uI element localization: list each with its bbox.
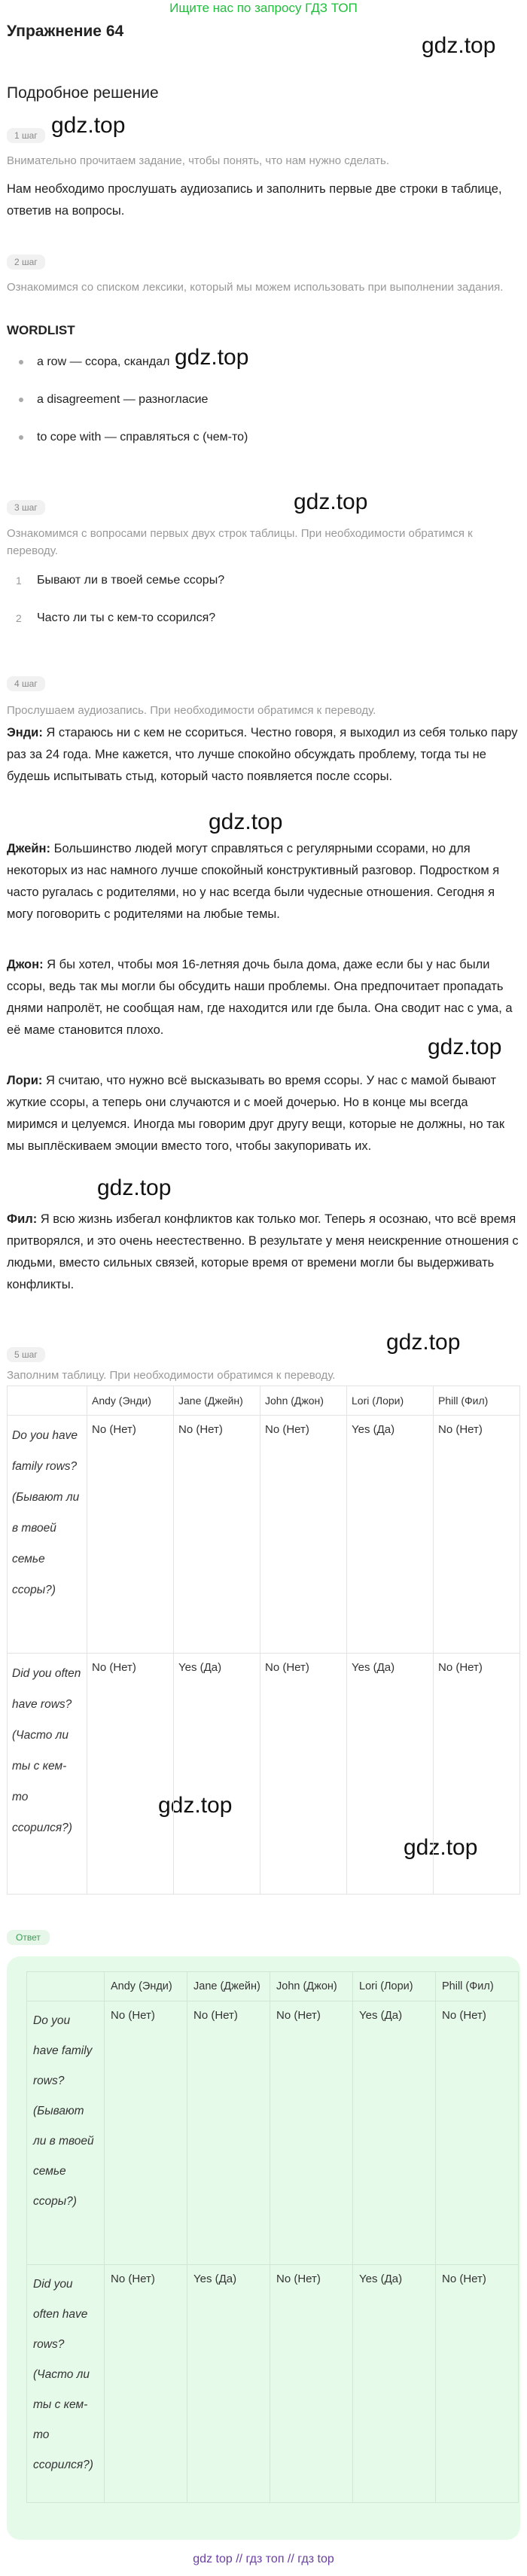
table-cell: No (Нет) [260,1416,347,1654]
table-header-cell [8,1386,87,1416]
speaker-name: Фил: [7,1212,38,1226]
list-item: a row — ссора, скандал [7,354,248,392]
watermark: gdz.top [404,1835,478,1860]
table-header-cell: Jane (Джейн) [174,1386,260,1416]
row-question: Did you often have rows? (Часто ли ты с кем-то ссорился?) [27,2265,105,2503]
search-banner[interactable]: Ищите нас по запросу ГДЗ ТОП [169,1,358,15]
table-header-cell: Phill (Фил) [436,1972,519,2001]
step-hint: Ознакомимся со списком лексики, который мы можем использовать при выполнении задания. [7,281,504,294]
table-cell: No (Нет) [87,1654,174,1895]
wordlist [7,354,248,467]
table-header-cell: Jane (Джейн) [187,1972,270,2001]
speech-text: Большинство людей могут справляться с регулярными ссорами, но для некоторых из нас намного лучше спокойный конструктивный разговор. Подростком я часто ругалась с родителями, но у нас всегда были чудесные отношения. Сегодня я могу поговорить с родителями на любые темы. [7,842,500,921]
table-cell: No (Нет) [434,1416,520,1654]
speech-andy [7,722,519,788]
table-cell: No (Нет) [270,2265,353,2503]
table-header-cell [27,1972,105,2001]
table-cell: Yes (Да) [353,2001,436,2265]
row-question: Do you have family rows? (Бывают ли в твоей семье ссоры?) [8,1416,87,1654]
speech-text: Я стараюсь ни с кем не ссориться. Честно говоря, я выходил из себя только пару раз за 24 года. Мне кажется, что лучше спокойно обсуждать проблему, тогда ты не будешь испытывать стыд, который часто появляется после ссоры. [7,726,518,783]
watermark: gdz.top [175,345,249,370]
answer-table [26,1971,519,2503]
table-cell: No (Нет) [270,2001,353,2265]
question-text: Бывают ли в твоей семье ссоры? [37,574,225,587]
table-cell: Yes (Да) [347,1654,434,1895]
table-cell: No (Нет) [187,2001,270,2265]
watermark: gdz.top [422,33,496,58]
watermark: gdz.top [158,1793,233,1818]
step-badge: 2 шаг [7,255,45,270]
table-row [27,2265,519,2503]
speech-phil [7,1209,519,1296]
table-cell: No (Нет) [105,2265,187,2503]
table-cell: No (Нет) [174,1416,260,1654]
table-row [8,1654,520,1895]
table-header-cell: Phill (Фил) [434,1386,520,1416]
table-cell: No (Нет) [87,1416,174,1654]
list-item: to cope with — справляться с (чем-то) [7,429,248,467]
watermark: gdz.top [428,1035,502,1059]
table-header-cell: Lori (Лори) [347,1386,434,1416]
table-header-cell: John (Джон) [270,1972,353,2001]
list-item [7,610,224,648]
table-cell: Yes (Да) [353,2265,436,2503]
table-header-cell: Andy (Энди) [105,1972,187,2001]
speech-text: Я считаю, что нужно всё высказывать во время ссоры. У нас с мамой бывают жуткие ссоры, а теперь они случаются и с моей дочерью. Но в конце мы всегда миримся и целуемся. Иногда мы говорим друг другу вещи, которые не должны, но так мы выплёскиваем эмоции вместо того, чтобы закупоривать их. [7,1074,505,1153]
table-cell: No (Нет) [105,2001,187,2265]
table-cell: No (Нет) [260,1654,347,1895]
question-text: Часто ли ты с кем-то ссорился? [37,611,216,624]
step-hint: Прослушаем аудиозапись. При необходимости обратимся к переводу. [7,704,376,717]
watermark: gdz.top [97,1175,172,1200]
table-header-cell: John (Джон) [260,1386,347,1416]
table-cell: No (Нет) [436,2001,519,2265]
wordlist-title: WORDLIST [7,323,75,337]
table-header-cell: Andy (Энди) [87,1386,174,1416]
answer-badge: Ответ [7,1930,50,1945]
list-item: a disagreement — разногласие [7,392,248,429]
solution-heading: Подробное решение [7,84,159,102]
list-number: 1 [16,575,22,587]
speech-lori [7,1070,519,1157]
speech-text: Я всю жизнь избегал конфликтов как только мог. Теперь я осознаю, что всё время притворялся, и это очень неестественно. В результате у меня неискренние отношения с людьми, вместо сильных связей, которые время от времени могли бы выдерживать конфликты. [7,1212,519,1291]
speech-text: Я бы хотел, чтобы моя 16-летняя дочь была дома, даже если бы у нас были ссоры, ведь так мы могли бы обсудить наши проблемы. Она предпочитает пропадать днями напролёт, не сообщая нам, где находится или где была. Она сводит нас с ума, а её маме становится плохо. [7,958,513,1037]
speech-jane [7,838,519,925]
speaker-name: Джейн: [7,842,51,855]
watermark: gdz.top [51,113,126,138]
step-badge: 3 шаг [7,500,45,515]
table-cell: Yes (Да) [187,2265,270,2503]
step-hint: Заполним таблицу. При необходимости обратимся к переводу. [7,1369,336,1382]
row-question: Did you often have rows? (Часто ли ты с кем-то ссорился?) [8,1654,87,1895]
table-row [8,1416,520,1654]
table-cell: No (Нет) [436,2265,519,2503]
table-row [27,2001,519,2265]
step-hint: Ознакомимся с вопросами первых двух строк таблицы. При необходимости обратимся к переводу. [7,527,473,557]
speech-john [7,954,519,1041]
speaker-name: Джон: [7,958,44,971]
speaker-name: Энди: [7,726,43,739]
step-badge: 4 шаг [7,676,45,691]
answer-table [7,1386,520,1895]
table-cell: Yes (Да) [347,1416,434,1654]
step-hint: Внимательно прочитаем задание, чтобы понять, что нам нужно сделать. [7,154,390,167]
step-badge: 1 шаг [7,128,45,143]
list-number: 2 [16,612,22,624]
watermark: gdz.top [294,489,368,514]
table-header-row [8,1386,520,1416]
step-badge: 5 шаг [7,1347,45,1362]
list-item [7,572,224,610]
row-question: Do you have family rows? (Бывают ли в твоей семье ссоры?) [27,2001,105,2265]
table-header-row [27,1972,519,2001]
watermark: gdz.top [386,1330,461,1355]
speaker-name: Лори: [7,1074,43,1087]
step-text: Нам необходимо прослушать аудиозапись и заполнить первые две строки в таблице, ответив на вопросы. [7,182,502,218]
page-title: Упражнение 64 [7,23,124,40]
question-list [7,572,224,648]
watermark: gdz.top [209,809,283,834]
table-cell: Yes (Да) [174,1654,260,1895]
table-cell: No (Нет) [434,1654,520,1895]
footer-links[interactable]: gdz top // гдз топ // гдз top [193,2553,334,2565]
table-header-cell: Lori (Лори) [353,1972,436,2001]
